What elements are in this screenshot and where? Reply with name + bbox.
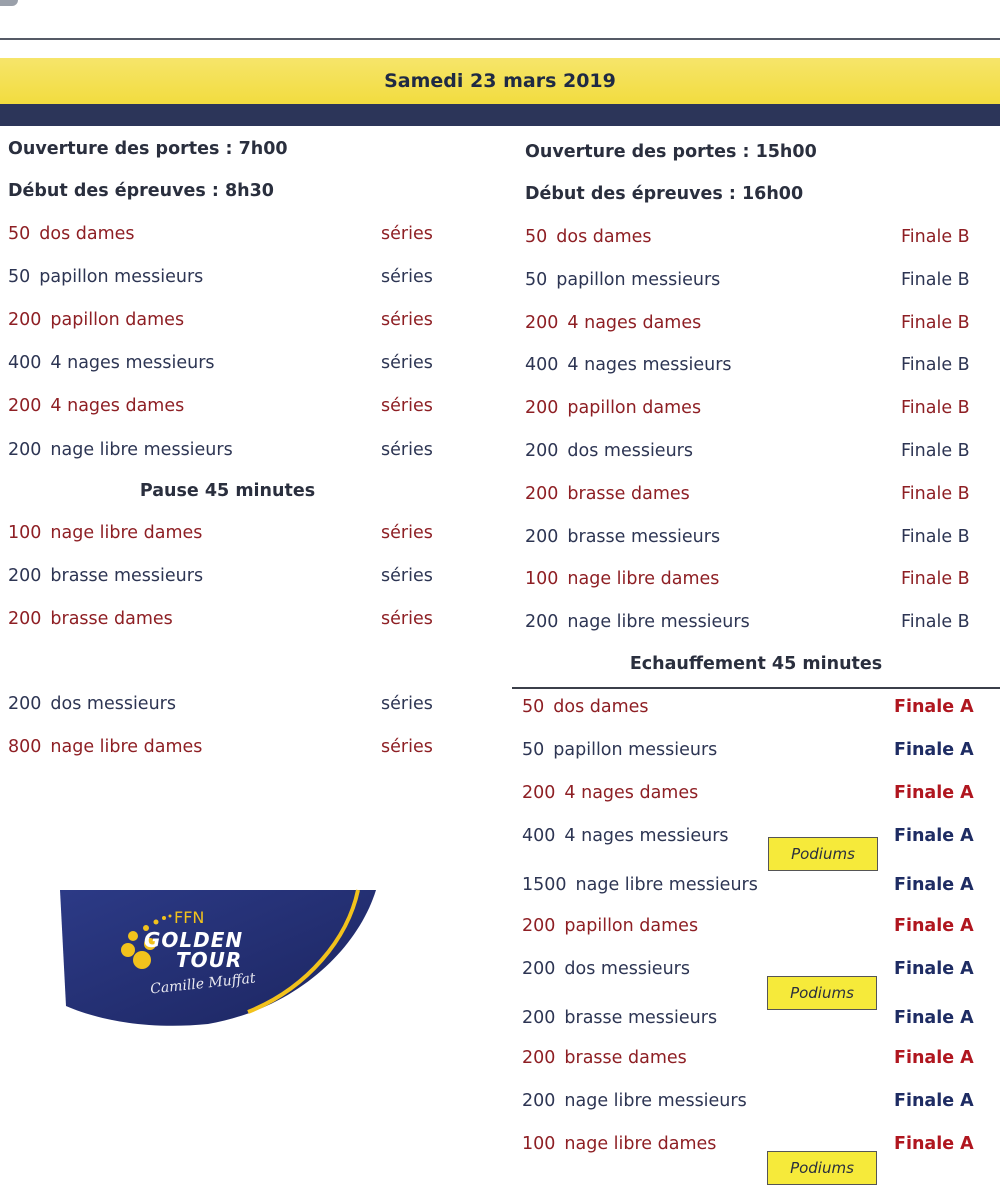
race-distance: 200 bbox=[522, 783, 556, 803]
race-row bbox=[0, 310, 1000, 336]
top-rule bbox=[0, 38, 1000, 40]
logo-tour: TOUR bbox=[176, 948, 243, 972]
race-row bbox=[0, 438, 1000, 464]
race-event: dos dames bbox=[556, 227, 652, 247]
race-name bbox=[525, 527, 720, 547]
race-name bbox=[525, 484, 690, 504]
race-event: papillon messieurs bbox=[39, 267, 204, 287]
race-distance: 200 bbox=[525, 398, 559, 418]
race-distance: 200 bbox=[522, 1091, 556, 1111]
morning-doors: Ouverture des portes : 7h00 bbox=[8, 139, 288, 159]
race-name bbox=[525, 270, 720, 290]
race-distance: 50 bbox=[8, 267, 31, 287]
afternoon-doors: Ouverture des portes : 15h00 bbox=[525, 142, 817, 162]
race-event: papillon dames bbox=[567, 398, 702, 418]
race-row bbox=[0, 267, 1000, 293]
race-stage: séries bbox=[381, 609, 433, 629]
race-stage: séries bbox=[381, 440, 433, 460]
race-name bbox=[525, 355, 732, 375]
race-stage: séries bbox=[381, 267, 433, 287]
race-stage: Finale B bbox=[901, 398, 970, 418]
race-stage: Finale A bbox=[894, 697, 974, 717]
race-row bbox=[0, 395, 1000, 421]
race-event: brasse messieurs bbox=[564, 1008, 718, 1028]
race-name bbox=[522, 740, 717, 760]
warmup-rule bbox=[512, 687, 1000, 689]
race-name bbox=[522, 826, 729, 846]
race-distance: 1500 bbox=[522, 875, 567, 895]
race-row bbox=[0, 352, 1000, 378]
race-event: dos dames bbox=[39, 224, 135, 244]
race-distance: 200 bbox=[525, 484, 559, 504]
race-stage: séries bbox=[381, 310, 433, 330]
race-distance: 200 bbox=[8, 396, 42, 416]
race-event: brasse messieurs bbox=[50, 566, 204, 586]
race-row bbox=[0, 737, 1000, 763]
date-title: Samedi 23 mars 2019 bbox=[0, 58, 1000, 104]
race-distance: 200 bbox=[525, 313, 559, 333]
warmup-label: Echauffement 45 minutes bbox=[629, 654, 883, 674]
race-stage: Finale A bbox=[894, 826, 974, 846]
race-distance: 200 bbox=[525, 612, 559, 632]
podium-badge: Podiums bbox=[768, 837, 878, 871]
race-name bbox=[522, 1134, 716, 1154]
race-name bbox=[522, 1008, 717, 1028]
afternoon-start: Début des épreuves : 16h00 bbox=[525, 184, 804, 204]
race-distance: 400 bbox=[8, 353, 42, 373]
race-event: dos messieurs bbox=[567, 441, 693, 461]
podium-badge: Podiums bbox=[767, 1151, 877, 1185]
race-row bbox=[0, 694, 1000, 720]
race-event: brasse dames bbox=[50, 609, 173, 629]
race-stage: séries bbox=[381, 694, 433, 714]
race-distance: 400 bbox=[525, 355, 559, 375]
race-distance: 50 bbox=[522, 697, 545, 717]
race-event: 4 nages messieurs bbox=[50, 353, 215, 373]
race-name bbox=[525, 612, 750, 632]
race-event: 4 nages messieurs bbox=[567, 355, 732, 375]
race-stage: Finale A bbox=[894, 916, 974, 936]
race-row bbox=[0, 481, 1000, 507]
race-distance: 200 bbox=[525, 527, 559, 547]
race-event: brasse dames bbox=[567, 484, 690, 504]
race-stage: séries bbox=[381, 566, 433, 586]
race-stage: Finale A bbox=[894, 1091, 974, 1111]
race-stage: Finale B bbox=[901, 484, 970, 504]
race-name bbox=[525, 569, 719, 589]
race-event: papillon messieurs bbox=[553, 740, 718, 760]
race-event: nage libre dames bbox=[567, 569, 720, 589]
race-distance: 200 bbox=[8, 566, 42, 586]
race-distance: 200 bbox=[522, 1008, 556, 1028]
logo-ffn: FFN bbox=[174, 908, 205, 927]
race-distance: 200 bbox=[8, 310, 42, 330]
race-stage: Finale B bbox=[901, 355, 970, 375]
race-event: brasse messieurs bbox=[567, 527, 721, 547]
race-distance: 50 bbox=[525, 227, 548, 247]
race-stage: séries bbox=[381, 353, 433, 373]
logo-golden: GOLDEN bbox=[144, 928, 244, 952]
race-name bbox=[522, 697, 649, 717]
race-distance: 800 bbox=[8, 737, 42, 757]
golden-tour-logo bbox=[58, 888, 378, 1028]
race-name bbox=[522, 1091, 747, 1111]
race-distance: 200 bbox=[8, 694, 42, 714]
race-event: nage libre messieurs bbox=[564, 1091, 747, 1111]
race-distance: 200 bbox=[8, 440, 42, 460]
race-event: papillon dames bbox=[50, 310, 185, 330]
race-distance: 100 bbox=[8, 523, 42, 543]
race-row bbox=[0, 780, 1000, 806]
morning-start: Début des épreuves : 8h30 bbox=[8, 181, 274, 201]
race-stage: séries bbox=[381, 523, 433, 543]
race-distance: 200 bbox=[522, 959, 556, 979]
race-distance: 50 bbox=[8, 224, 31, 244]
race-event: nage libre messieurs bbox=[50, 440, 233, 460]
race-distance: 200 bbox=[522, 916, 556, 936]
race-event: 4 nages dames bbox=[564, 783, 699, 803]
race-row bbox=[0, 1045, 1000, 1071]
race-event: 4 nages messieurs bbox=[564, 826, 729, 846]
race-stage: Finale B bbox=[901, 313, 970, 333]
race-stage: Finale B bbox=[901, 612, 970, 632]
race-name bbox=[522, 875, 758, 895]
race-stage: Finale A bbox=[894, 740, 974, 760]
race-event: papillon messieurs bbox=[556, 270, 721, 290]
race-stage: Finale B bbox=[901, 270, 970, 290]
race-event: nage libre messieurs bbox=[567, 612, 750, 632]
race-event: dos messieurs bbox=[564, 959, 690, 979]
race-distance: 200 bbox=[525, 441, 559, 461]
race-distance: 50 bbox=[522, 740, 545, 760]
race-row bbox=[0, 224, 1000, 250]
race-stage: Finale B bbox=[901, 441, 970, 461]
race-event: brasse dames bbox=[564, 1048, 687, 1068]
race-name bbox=[522, 783, 698, 803]
race-stage: Finale A bbox=[894, 1134, 974, 1154]
corner-scan-mark bbox=[0, 0, 18, 6]
race-event: papillon dames bbox=[564, 916, 699, 936]
race-name bbox=[522, 1048, 687, 1068]
race-event: nage libre dames bbox=[50, 737, 203, 757]
race-stage: Finale B bbox=[901, 227, 970, 247]
race-name bbox=[525, 313, 701, 333]
banner-stripe bbox=[0, 104, 1000, 126]
race-name bbox=[522, 959, 690, 979]
race-distance: 400 bbox=[522, 826, 556, 846]
race-event: nage libre messieurs bbox=[575, 875, 758, 895]
race-distance: 200 bbox=[8, 609, 42, 629]
race-row bbox=[0, 524, 1000, 550]
race-event: nage libre dames bbox=[564, 1134, 717, 1154]
race-distance: 100 bbox=[522, 1134, 556, 1154]
race-event: nage libre dames bbox=[50, 523, 203, 543]
race-stage: Finale A bbox=[894, 1048, 974, 1068]
podium-badge: Podiums bbox=[767, 976, 877, 1010]
race-stage: Finale A bbox=[894, 1008, 974, 1028]
race-name bbox=[525, 398, 701, 418]
race-stage: Finale B bbox=[901, 527, 970, 547]
race-event: 4 nages dames bbox=[50, 396, 185, 416]
logo-signature: Camille Muffat bbox=[149, 970, 257, 998]
race-row bbox=[0, 609, 1000, 635]
race-stage: séries bbox=[381, 737, 433, 757]
race-event: 4 nages dames bbox=[567, 313, 702, 333]
race-stage: Finale A bbox=[894, 959, 974, 979]
race-row bbox=[0, 566, 1000, 592]
race-distance: 50 bbox=[525, 270, 548, 290]
date-banner bbox=[0, 58, 1000, 128]
race-stage: séries bbox=[381, 224, 433, 244]
race-stage: Finale B bbox=[901, 569, 970, 589]
race-distance: 200 bbox=[522, 1048, 556, 1068]
race-event: dos dames bbox=[553, 697, 649, 717]
race-stage: séries bbox=[381, 396, 433, 416]
race-name bbox=[525, 441, 693, 461]
pause-label: Pause 45 minutes bbox=[139, 481, 316, 501]
race-distance: 100 bbox=[525, 569, 559, 589]
race-name bbox=[525, 227, 652, 247]
race-stage: Finale A bbox=[894, 783, 974, 803]
race-row bbox=[0, 1088, 1000, 1114]
race-name bbox=[522, 916, 698, 936]
race-stage: Finale A bbox=[894, 875, 974, 895]
race-event: dos messieurs bbox=[50, 694, 176, 714]
